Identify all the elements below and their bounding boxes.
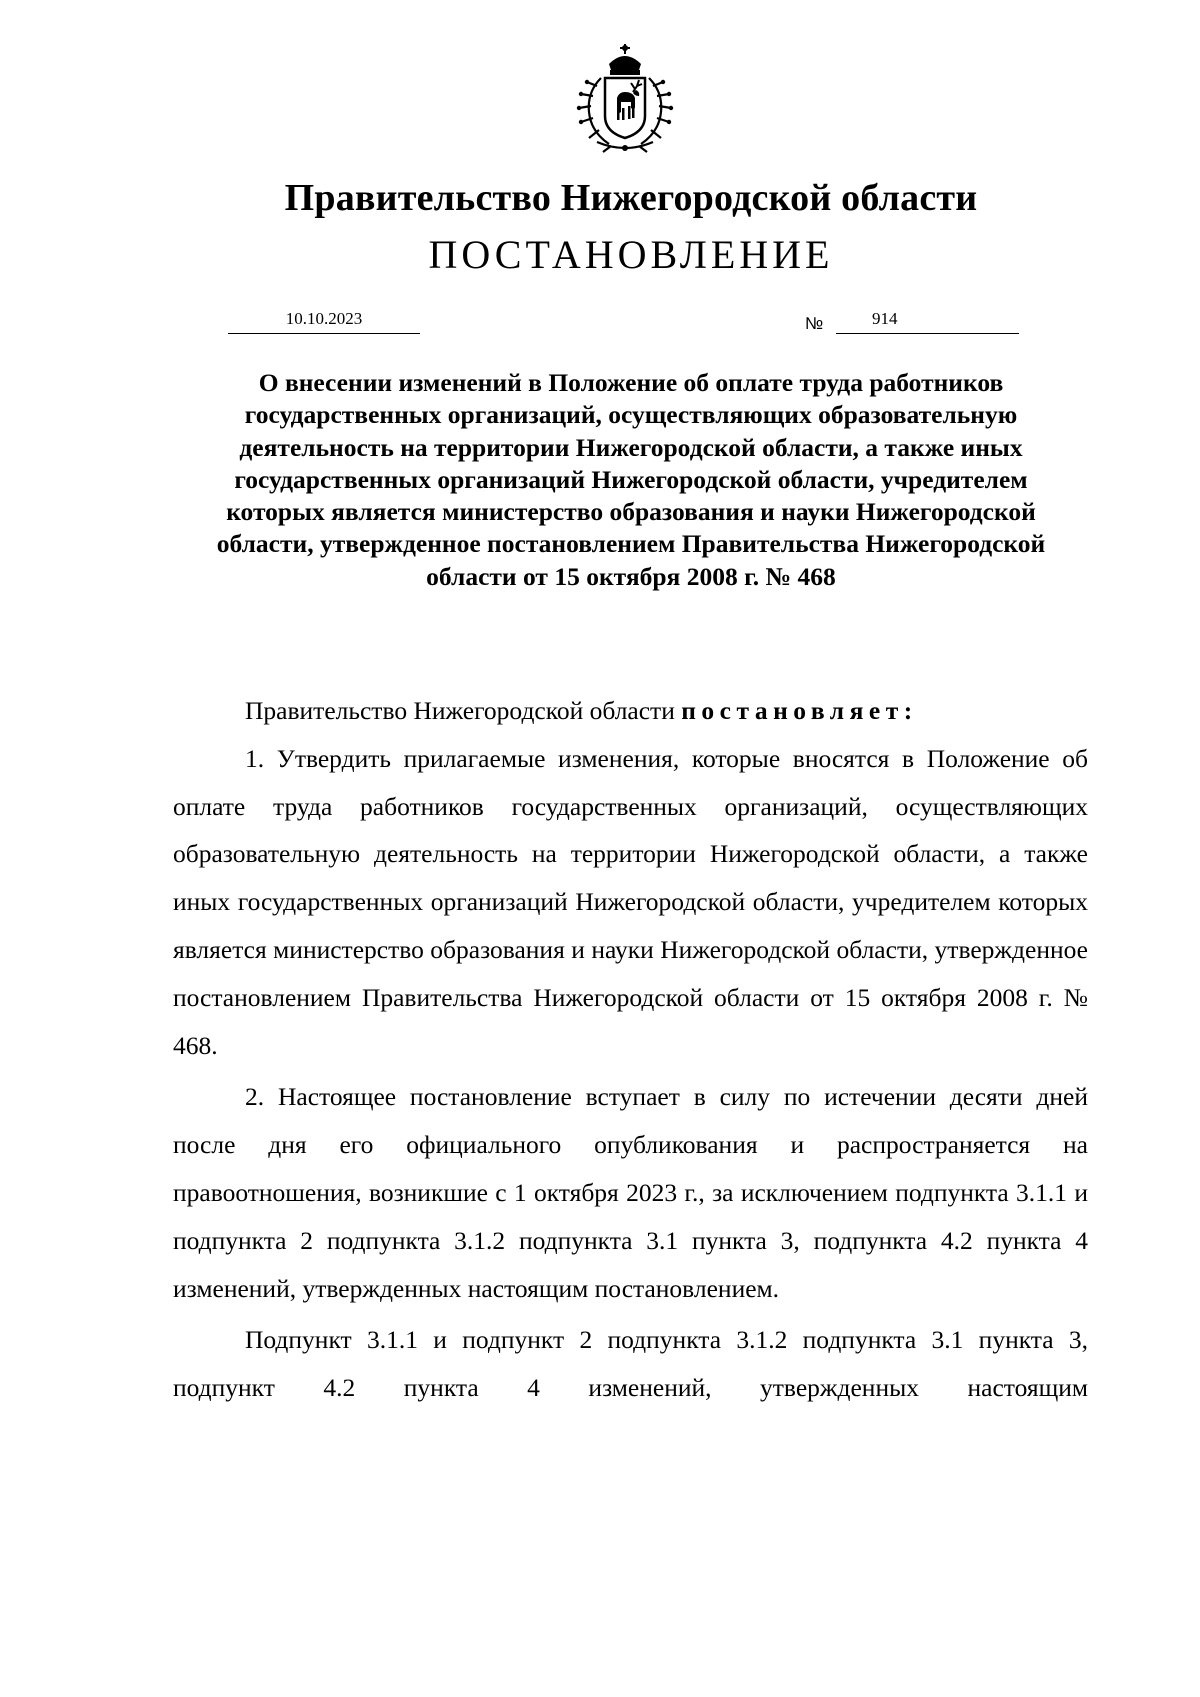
paragraph-1: 1. Утвердить прилагаемые изменения, которые вносятся в Положение об оплате труда работников государственных организаций, осуществляющих образовательную деятельность на территории Нижегородской области, а также иных государственных организаций Нижегородской области, учредителем которых является министерство образования и науки Нижегородской области, утвержденное постановлением Правительства Нижегородской области от 15 октября 2008 г. № 468.	[173, 743, 1088, 1060]
paragraph-3: Подпункт 3.1.1 и подпункт 2 подпункта 3.1.2 подпункта 3.1 пункта 3, подпункт 4.2 пункта 4 изменений, утвержденных настоящим	[173, 1325, 1088, 1403]
document-number: 914	[872, 309, 898, 328]
coat-of-arms-icon	[573, 42, 677, 154]
preamble	[173, 687, 1088, 735]
number-sign: №	[805, 314, 824, 333]
document-type-title: ПОСТАНОВЛЕНИЕ	[428, 232, 834, 277]
organization-title: Правительство Нижегородской области	[284, 177, 978, 219]
preamble-lead: Правительство Нижегородской области	[245, 696, 682, 725]
document-date: 10.10.2023	[228, 307, 420, 334]
document-body	[173, 687, 1088, 1412]
paragraph-2: 2. Настоящее постановление вступает в силу по истечении десяти дней после дня его официального опубликования и распространяется на правоотношения, возникшие с 1 октября 2023 г., за исключением подпункта 3.1.1 и подпункта 2 подпункта 3.1.2 подпункта 3.1 пункта 3, подпункта 4.2 пункта 4 изменений, утвержденных настоящим постановлением.	[173, 1082, 1088, 1303]
document-number-field	[836, 307, 1019, 334]
preamble-decree: постановляет:	[681, 696, 918, 725]
document-subject: О внесении изменений в Положение об оплате труда работников государственных организаций, осуществляющих образовательную деятельность на территории Нижегородской области, а также иных государственных организаций Нижегородской области, учредителем которых является министерство образования и науки Нижегородской области, утвержденное постановлением Правительства Нижегородской области от 15 октября 2008 г. № 468	[216, 368, 1046, 591]
